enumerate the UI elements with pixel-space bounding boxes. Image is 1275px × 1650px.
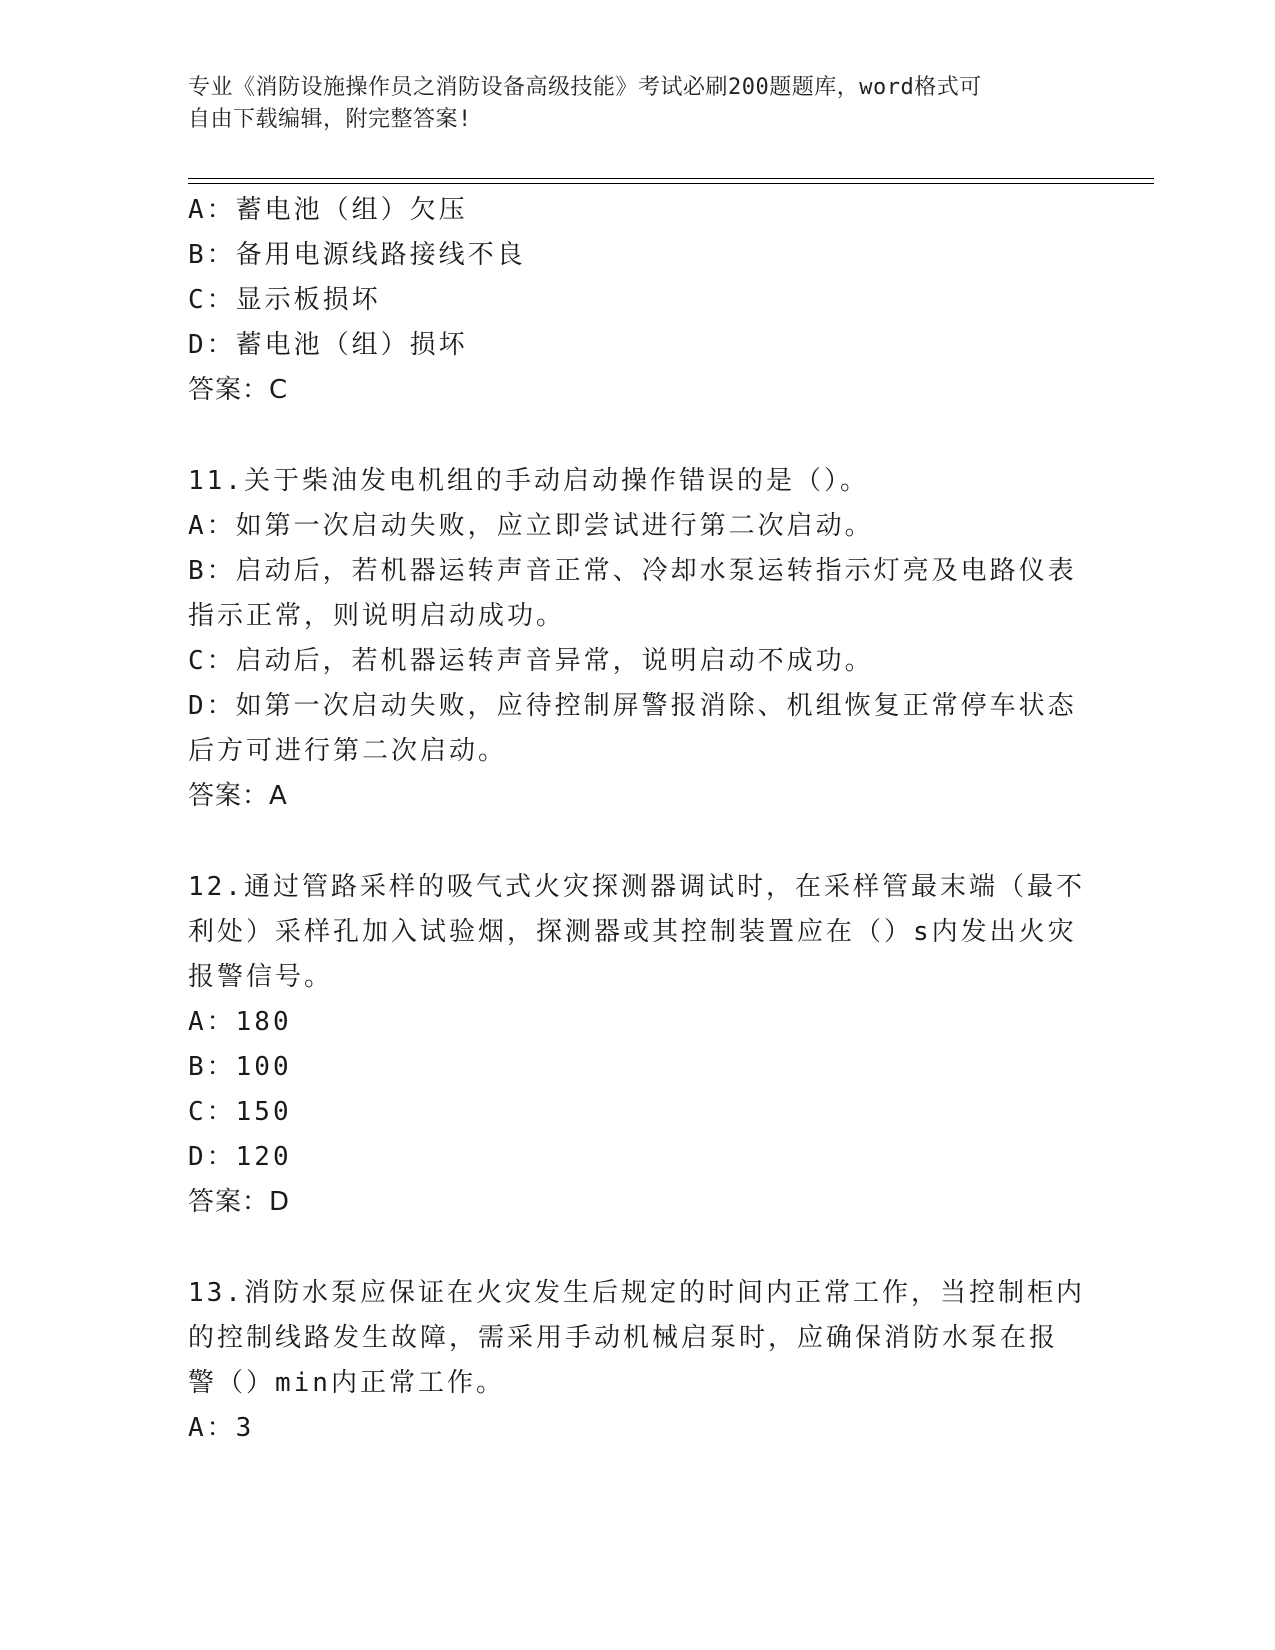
question-text-line-3: 警（）min内正常工作。 — [188, 1368, 505, 1398]
option-b: B：100 — [188, 1052, 292, 1082]
option-c: C：显示板损坏 — [188, 285, 381, 315]
option-b: B：备用电源线路接线不良 — [188, 240, 526, 270]
option-c: C：150 — [188, 1097, 292, 1127]
question-12 — [188, 865, 1088, 1225]
header-divider-bottom — [188, 183, 1154, 184]
option-d-line-2: 后方可进行第二次启动。 — [188, 736, 508, 766]
question-10-options — [188, 188, 1088, 413]
question-text-line-2: 的控制线路发生故障，需采用手动机械启泵时，应确保消防水泵在报 — [188, 1323, 1059, 1353]
question-11 — [188, 459, 1088, 819]
option-c: C：启动后，若机器运转声音异常，说明启动不成功。 — [188, 646, 874, 676]
answer-line: 答案：C — [188, 375, 289, 405]
question-text-line-1: 12.通过管路采样的吸气式火灾探测器调试时，在采样管最末端（最不 — [188, 872, 1085, 902]
option-b-line-1: B：启动后，若机器运转声音正常、冷却水泵运转指示灯亮及电路仪表 — [188, 556, 1077, 586]
option-a: A：如第一次启动失败，应立即尝试进行第二次启动。 — [188, 511, 874, 541]
answer-line: 答案：A — [188, 781, 288, 811]
question-13 — [188, 1271, 1088, 1451]
answer-line: 答案：D — [188, 1187, 291, 1217]
option-d: D：蓄电池（组）损坏 — [188, 330, 468, 360]
question-text-line-2: 利处）采样孔加入试验烟，探测器或其控制装置应在（）s内发出火灾 — [188, 917, 1077, 947]
question-text-line-1: 13.消防水泵应保证在火灾发生后规定的时间内正常工作，当控制柜内 — [188, 1278, 1085, 1308]
header-line-1: 专业《消防设施操作员之消防设备高级技能》考试必刷200题题库，word格式可 — [188, 75, 982, 100]
option-a: A：3 — [188, 1413, 255, 1443]
header-line-2: 自由下载编辑，附完整答案! — [188, 107, 472, 132]
question-text-line-3: 报警信号。 — [188, 962, 334, 992]
option-d: D：120 — [188, 1142, 292, 1172]
option-d-line-1: D：如第一次启动失败，应待控制屏警报消除、机组恢复正常停车状态 — [188, 691, 1077, 721]
question-text: 11.关于柴油发电机组的手动启动操作错误的是（）。 — [188, 466, 869, 496]
question-content — [188, 188, 1088, 1451]
option-b-line-2: 指示正常，则说明启动成功。 — [188, 601, 566, 631]
spacer — [188, 413, 1088, 459]
header-divider-top — [188, 178, 1154, 179]
spacer — [188, 1225, 1088, 1271]
document-header — [188, 72, 1068, 136]
spacer — [188, 819, 1088, 865]
option-a: A：180 — [188, 1007, 292, 1037]
option-a: A：蓄电池（组）欠压 — [188, 195, 468, 225]
